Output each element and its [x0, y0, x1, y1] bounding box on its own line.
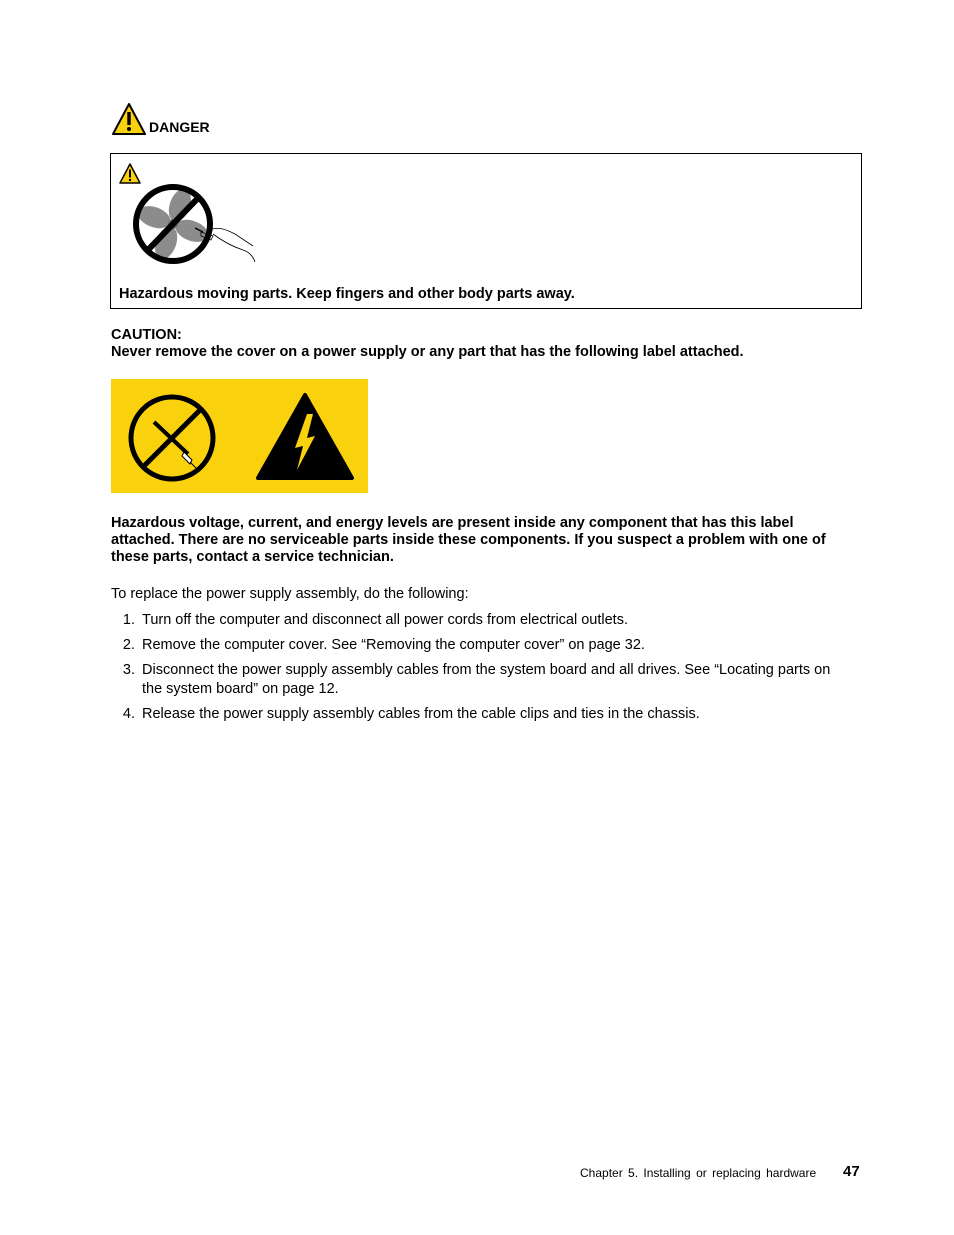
step-text-4: Release the power supply assembly cables from the cable clips and ties in the chassis.: [142, 706, 700, 722]
procedure-steps: [111, 611, 851, 730]
danger-box-text: Hazardous moving parts. Keep fingers and other body parts away.: [119, 286, 575, 302]
no-touch-fan-icon: [131, 180, 256, 270]
caution-title: CAUTION:: [111, 327, 182, 343]
warning-triangle-icon: [111, 102, 147, 136]
procedure-intro: To replace the power supply assembly, do the following:: [111, 586, 469, 602]
step-text-3: Disconnect the power supply assembly cables from the system board and all drives. See “Locating parts on the system board” on page 12.: [142, 662, 831, 697]
hazard-label-image: [111, 379, 368, 493]
step-number: 4.: [122, 706, 135, 722]
list-item: [111, 661, 851, 699]
step-text-2: Remove the computer cover. See “Removing the computer cover” on page 32.: [142, 637, 645, 653]
step-number: 2.: [122, 637, 135, 653]
list-item: [111, 705, 851, 724]
hazard-warning-text: Hazardous voltage, current, and energy levels are present inside any component that has this label attached. There are no serviceable parts inside these components. If you suspect a problem with one of these parts, contact a service technician.: [111, 515, 826, 565]
caution-text: Never remove the cover on a power supply or any part that has the following label attached.: [111, 344, 744, 360]
footer-chapter: Chapter 5. Installing or replacing hardware: [580, 1166, 817, 1180]
list-item: [111, 636, 851, 655]
no-tool-icon: [126, 392, 218, 484]
danger-box: [110, 153, 862, 309]
step-text-1: Turn off the computer and disconnect all power cords from electrical outlets.: [142, 612, 628, 628]
danger-header: [111, 100, 210, 136]
step-number: 3.: [122, 662, 135, 678]
step-text: [142, 611, 628, 630]
danger-label: DANGER: [149, 119, 210, 135]
step-number: 1.: [122, 612, 135, 628]
high-voltage-icon: [255, 392, 355, 480]
page-number: 47: [843, 1163, 860, 1180]
list-item: [111, 611, 851, 630]
